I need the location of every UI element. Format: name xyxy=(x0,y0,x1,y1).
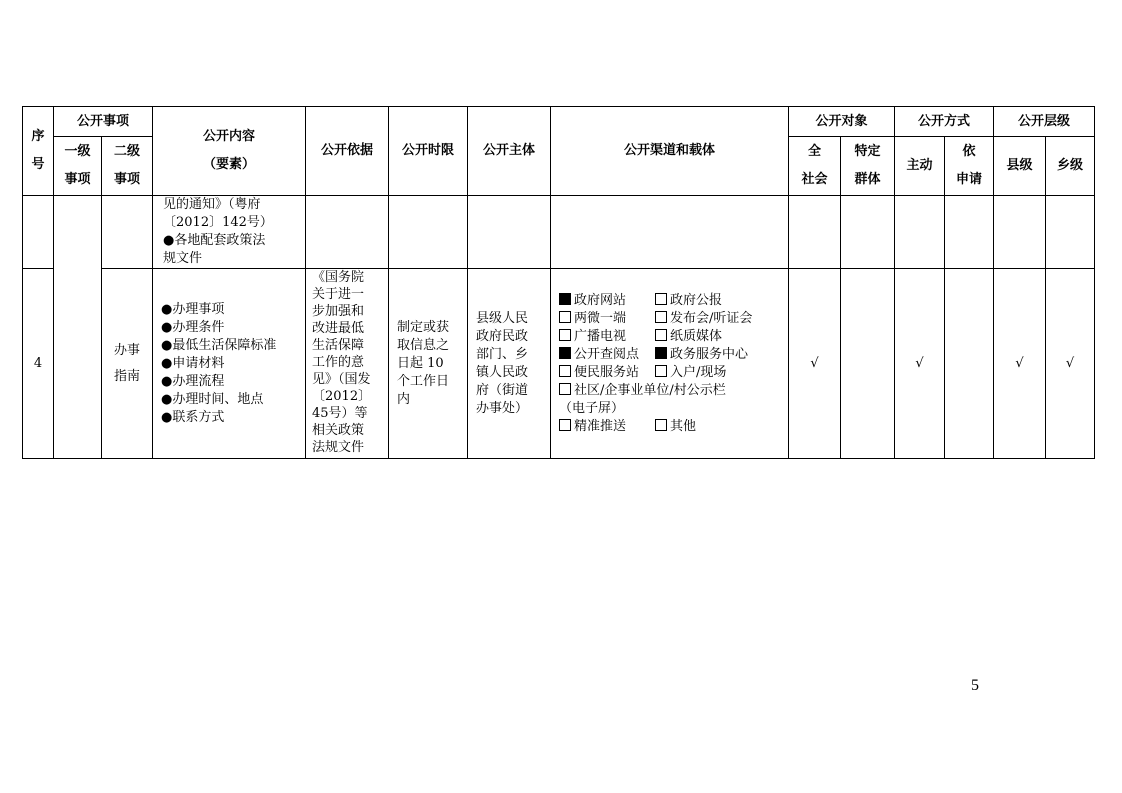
header-basis: 公开依据 xyxy=(306,107,389,196)
check-level-county: √ xyxy=(994,269,1046,459)
checkbox-empty-icon xyxy=(559,329,571,341)
checkbox-empty-icon xyxy=(559,383,571,395)
checkbox-empty-icon xyxy=(655,419,667,431)
header-level: 公开层级 xyxy=(994,107,1095,137)
check-level-town: √ xyxy=(1046,269,1095,459)
row-level2: 办事 指南 xyxy=(102,269,153,459)
continuation-content: 见的通知》（粤府 〔2012〕142号） ●各地配套政策法 规文件 xyxy=(153,196,306,269)
row-channel xyxy=(551,269,789,459)
header-seq: 序 号 xyxy=(23,107,54,196)
channel-row: 政府网站 政府公报 xyxy=(559,292,788,310)
header-level-town: 乡级 xyxy=(1046,137,1095,196)
checkbox-checked-icon xyxy=(559,293,571,305)
header-level-county: 县级 xyxy=(994,137,1046,196)
checkbox-empty-icon xyxy=(559,365,571,377)
checkbox-empty-icon xyxy=(559,311,571,323)
header-matter: 公开事项 xyxy=(54,107,153,137)
channel-row: 精准推送 其他 xyxy=(559,418,788,436)
checkbox-checked-icon xyxy=(655,347,667,359)
header-target-all: 全 社会 xyxy=(789,137,841,196)
channel-row: 社区/企事业单位/村公示栏 xyxy=(559,382,788,400)
check-mode-apply xyxy=(945,269,994,459)
header-mode: 公开方式 xyxy=(895,107,994,137)
checkbox-empty-icon xyxy=(655,329,667,341)
check-mode-active: √ xyxy=(895,269,945,459)
table-row xyxy=(23,196,1095,269)
header-level1: 一级 事项 xyxy=(54,137,102,196)
header-time-limit: 公开时限 xyxy=(389,107,468,196)
table-row xyxy=(23,269,1095,459)
header-target-specific: 特定 群体 xyxy=(841,137,895,196)
checkbox-empty-icon xyxy=(655,365,667,377)
page-number: 5 xyxy=(971,677,979,694)
header-channel: 公开渠道和载体 xyxy=(551,107,789,196)
channel-row: 便民服务站 入户/现场 xyxy=(559,364,788,382)
checkbox-checked-icon xyxy=(559,347,571,359)
header-subject: 公开主体 xyxy=(468,107,551,196)
row-seq: 4 xyxy=(23,269,54,459)
header-target: 公开对象 xyxy=(789,107,895,137)
check-target-specific xyxy=(841,269,895,459)
row-subject: 县级人民 政府民政 部门、乡 镇人民政 府（街道 办事处） xyxy=(468,269,551,459)
row-content: ●办理事项 ●办理条件 ●最低生活保障标准 ●申请材料 ●办理流程 ●办理时间、地点 ●联系方式 xyxy=(153,269,306,459)
checkbox-empty-icon xyxy=(559,419,571,431)
disclosure-table xyxy=(22,106,1095,459)
row-basis: 《国务院 关于进一 步加强和 改进最低 生活保障 工作的意 见》（国发 〔2012〕 45号）等 相关政策 法规文件 xyxy=(306,269,389,459)
checkbox-empty-icon xyxy=(655,311,667,323)
channel-row: 两微一端 发布会/听证会 xyxy=(559,310,788,328)
checkbox-empty-icon xyxy=(655,293,667,305)
channel-row: （电子屏） xyxy=(559,400,625,416)
header-level2: 二级 事项 xyxy=(102,137,153,196)
header-mode-apply: 依 申请 xyxy=(945,137,994,196)
channel-row: 广播电视 纸质媒体 xyxy=(559,328,788,346)
header-mode-active: 主动 xyxy=(895,137,945,196)
row-time-limit: 制定或获 取信息之 日起 10 个工作日 内 xyxy=(389,269,468,459)
header-content: 公开内容 （要素） xyxy=(153,107,306,196)
check-target-all: √ xyxy=(789,269,841,459)
channel-row: 公开查阅点 政务服务中心 xyxy=(559,346,788,364)
